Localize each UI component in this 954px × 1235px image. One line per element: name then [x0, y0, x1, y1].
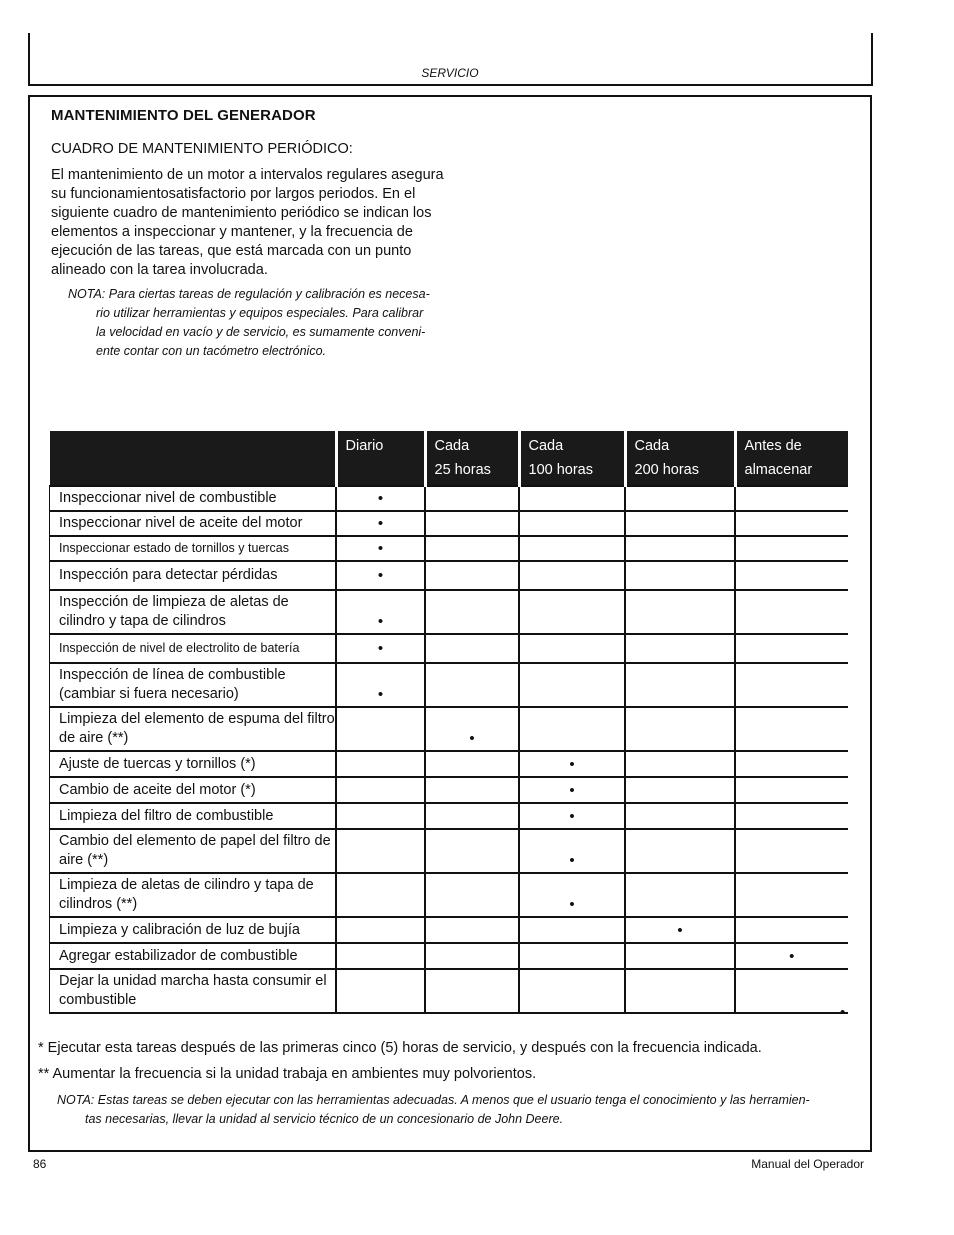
frequency-cell: [519, 590, 625, 634]
frequency-cell: [519, 634, 625, 663]
col-header-line1: Cada: [434, 438, 470, 454]
col-header-200h: [625, 431, 735, 486]
subheading: CUADRO DE MANTENIMIENTO PERIÓDICO:: [51, 141, 353, 157]
note-tools: [68, 285, 448, 361]
frequency-cell: [519, 943, 625, 969]
col-header-100h: [519, 431, 625, 486]
dot-marker: •: [377, 640, 384, 657]
task-cell: Agregar estabilizador de combustible: [50, 943, 337, 969]
table-row: [50, 777, 848, 803]
frequency-cell: [625, 511, 735, 536]
dot-marker: •: [377, 686, 384, 703]
maintenance-table: [49, 431, 848, 1014]
task-cell: Inspeccionar nivel de combustible: [50, 486, 337, 511]
frequency-cell: [425, 943, 519, 969]
table-row: [50, 561, 848, 590]
col-header-line1: Cada: [528, 438, 564, 454]
frequency-cell: [336, 873, 425, 917]
frequency-cell: [519, 969, 625, 1013]
frequency-cell: [735, 663, 848, 707]
frequency-cell: [625, 873, 735, 917]
manual-title: Manual del Operador: [751, 1157, 864, 1171]
task-cell: Inspección de limpieza de aletas de cilindro y tapa de cilindros: [50, 590, 337, 634]
frequency-cell: [519, 536, 625, 561]
frequency-cell: [425, 590, 519, 634]
frequency-cell: [425, 486, 519, 511]
dot-marker: •: [569, 755, 575, 773]
task-cell: Inspección de nivel de electrolito de batería: [50, 634, 337, 663]
page-title: MANTENIMIENTO DEL GENERADOR: [51, 107, 316, 124]
frequency-cell: [425, 561, 519, 590]
frequency-cell: [425, 634, 519, 663]
frequency-cell: [625, 590, 735, 634]
note-service-line2: tas necesarias, llevar la unidad al servicio técnico de un concesionario de John Deere.: [85, 1112, 564, 1126]
col-header-25h: [425, 431, 519, 486]
frequency-cell: [519, 829, 625, 873]
table-header-row: [50, 431, 848, 486]
task-cell: Inspección para detectar pérdidas: [50, 561, 337, 590]
frequency-cell: [336, 707, 425, 751]
col-header-storage: [735, 431, 848, 486]
frequency-cell: [425, 873, 519, 917]
col-header-line2: 100 horas: [528, 462, 593, 478]
frequency-cell: [336, 486, 425, 511]
col-header-line2: almacenar: [744, 462, 813, 478]
note-tools-line1: NOTA: Para ciertas tareas de regulación y calibración es necesa-: [68, 287, 430, 301]
dot-marker: •: [789, 947, 795, 965]
dot-marker: •: [377, 540, 384, 557]
dot-marker: •: [677, 921, 683, 939]
frequency-cell: [519, 486, 625, 511]
table-row: [50, 511, 848, 536]
frequency-cell: [625, 663, 735, 707]
frequency-cell: [625, 829, 735, 873]
frequency-cell: [336, 634, 425, 663]
frequency-cell: [519, 777, 625, 803]
frequency-cell: [425, 511, 519, 536]
frequency-cell: [735, 561, 848, 590]
frequency-cell: [519, 561, 625, 590]
task-cell: Dejar la unidad marcha hasta consumir el combustible: [50, 969, 337, 1013]
frequency-cell: [336, 777, 425, 803]
table-row: [50, 829, 848, 873]
table-row: [50, 590, 848, 634]
frequency-cell: [735, 943, 848, 969]
frequency-cell: [425, 969, 519, 1013]
frequency-cell: [625, 917, 735, 943]
frequency-cell: [425, 917, 519, 943]
frequency-cell: [735, 751, 848, 777]
note-tools-line4: ente contar con un tacómetro electrónico.: [96, 344, 326, 358]
table-row: [50, 969, 848, 1013]
frequency-cell: [336, 561, 425, 590]
frequency-cell: [625, 943, 735, 969]
table-row: [50, 917, 848, 943]
frequency-cell: [735, 777, 848, 803]
table-row: [50, 486, 848, 511]
frequency-cell: [625, 561, 735, 590]
dot-marker: •: [569, 852, 575, 869]
col-header-line1: Cada: [634, 438, 670, 454]
task-cell: Inspeccionar nivel de aceite del motor: [50, 511, 337, 536]
dot-marker: •: [377, 515, 384, 532]
table-body: [50, 486, 848, 1013]
dot-marker: •: [569, 807, 575, 825]
frequency-cell: [735, 634, 848, 663]
frequency-cell: [625, 969, 735, 1013]
frequency-cell: [519, 803, 625, 829]
frequency-cell: [735, 511, 848, 536]
col-header-line2: 200 horas: [634, 462, 699, 478]
frequency-cell: [336, 829, 425, 873]
frequency-cell: [336, 969, 425, 1013]
task-cell: Limpieza del filtro de combustible: [50, 803, 337, 829]
table-row: [50, 751, 848, 777]
footnote-single: * Ejecutar esta tareas después de las primeras cinco (5) horas de servicio, y después con la frecuencia indicada.: [38, 1040, 762, 1056]
col-header-line1: Diario: [345, 438, 384, 454]
task-cell: Limpieza y calibración de luz de bujía: [50, 917, 337, 943]
storage-dot-marker: •: [840, 1004, 846, 1021]
note-service: [57, 1091, 847, 1129]
frequency-cell: [519, 663, 625, 707]
note-tools-line3: la velocidad en vacío y de servicio, es sumamente conveni-: [96, 325, 426, 339]
frequency-cell: [625, 751, 735, 777]
table-row: [50, 873, 848, 917]
table-row: [50, 663, 848, 707]
frequency-cell: [336, 536, 425, 561]
frequency-cell: [336, 917, 425, 943]
table-row: [50, 707, 848, 751]
frequency-cell: [425, 707, 519, 751]
frequency-cell: [735, 969, 848, 1013]
dot-marker: •: [377, 567, 384, 584]
frequency-cell: [625, 803, 735, 829]
section-header: SERVICIO: [421, 66, 479, 80]
frequency-cell: [735, 590, 848, 634]
page-number: 86: [33, 1157, 47, 1171]
frequency-cell: [336, 511, 425, 536]
frequency-cell: [735, 829, 848, 873]
dot-marker: •: [569, 896, 575, 913]
task-cell: Cambio del elemento de papel del filtro de aire (**): [50, 829, 337, 873]
frequency-cell: [425, 777, 519, 803]
task-cell: Inspección de línea de combustible (cambiar si fuera necesario): [50, 663, 337, 707]
frequency-cell: [425, 829, 519, 873]
col-header-line1: Antes de: [744, 438, 802, 454]
frequency-cell: [625, 777, 735, 803]
frequency-cell: [625, 486, 735, 511]
frequency-cell: [336, 751, 425, 777]
task-column-header: [50, 431, 337, 486]
table-row: [50, 943, 848, 969]
frequency-cell: [735, 917, 848, 943]
frequency-cell: [735, 707, 848, 751]
dot-marker: •: [569, 781, 575, 799]
task-cell: Limpieza del elemento de espuma del filtro de aire (**): [50, 707, 337, 751]
dot-marker: •: [469, 730, 475, 747]
table-row: [50, 536, 848, 561]
frequency-cell: [425, 751, 519, 777]
frequency-cell: [336, 943, 425, 969]
note-service-line1: NOTA: Estas tareas se deben ejecutar con las herramientas adecuadas. A menos que el usuario tenga el conocimiento y las herramien-: [57, 1093, 810, 1107]
task-cell: Inspeccionar estado de tornillos y tuercas: [50, 536, 337, 561]
frequency-cell: [625, 536, 735, 561]
frequency-cell: [735, 536, 848, 561]
note-tools-line2: rio utilizar herramientas y equipos especiales. Para calibrar: [96, 306, 424, 320]
frequency-cell: [625, 707, 735, 751]
intro-paragraph: El mantenimiento de un motor a intervalos regulares asegura su funcionamientosatisfactorio por largos periodos. En el siguiente cuadro de mantenimiento periódico se indican los elementos a inspeccionar y mantener, y la frecuencia de ejecución de las tareas, que está marcada con un punto alineado con la tarea involucrada.: [51, 167, 444, 278]
frequency-cell: [336, 590, 425, 634]
frequency-cell: [425, 663, 519, 707]
frequency-cell: [519, 751, 625, 777]
dot-marker: •: [377, 490, 384, 507]
header-bottom-rule: [28, 84, 873, 86]
frequency-cell: [735, 486, 848, 511]
frequency-cell: [519, 873, 625, 917]
col-header-daily: [336, 431, 425, 486]
task-cell: Limpieza de aletas de cilindro y tapa de cilindros (**): [50, 873, 337, 917]
frequency-cell: [336, 803, 425, 829]
frequency-cell: [519, 917, 625, 943]
task-cell: Ajuste de tuercas y tornillos (*): [50, 751, 337, 777]
task-cell: Cambio de aceite del motor (*): [50, 777, 337, 803]
frequency-cell: [735, 803, 848, 829]
table-row: [50, 634, 848, 663]
frequency-cell: [625, 634, 735, 663]
col-header-line2: 25 horas: [434, 462, 491, 478]
table-row: [50, 803, 848, 829]
frequency-cell: [735, 873, 848, 917]
footnote-double: ** Aumentar la frecuencia si la unidad trabaja en ambientes muy polvorientos.: [38, 1066, 537, 1082]
dot-marker: •: [377, 613, 384, 630]
frequency-cell: [336, 663, 425, 707]
frequency-cell: [519, 707, 625, 751]
frequency-cell: [425, 803, 519, 829]
frequency-cell: [519, 511, 625, 536]
frequency-cell: [425, 536, 519, 561]
